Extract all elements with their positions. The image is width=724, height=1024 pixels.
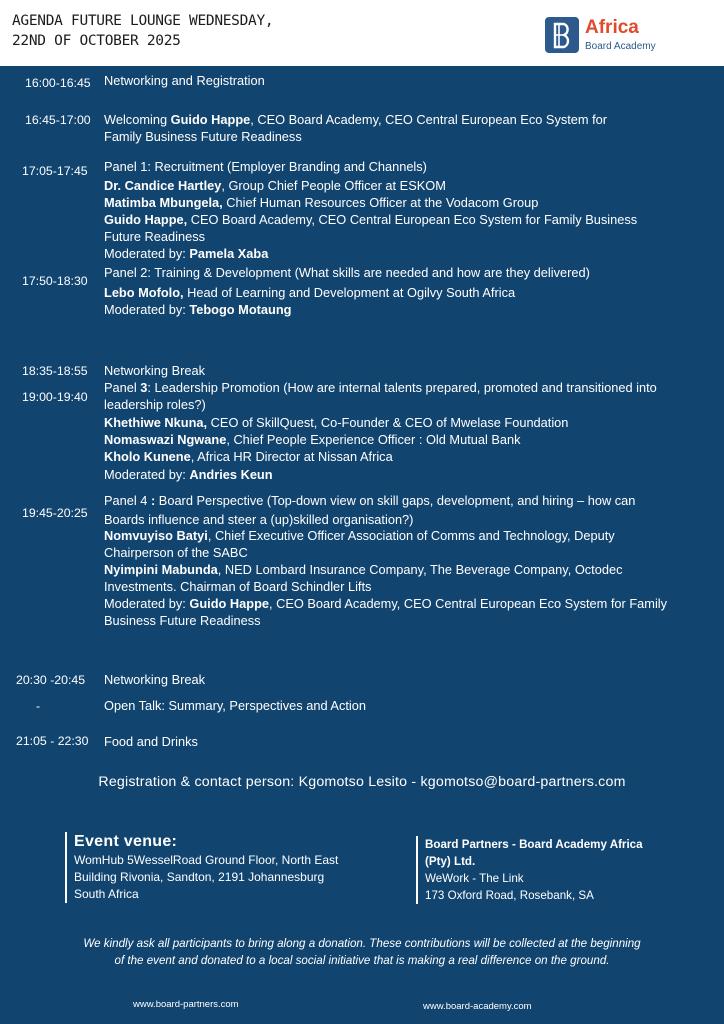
session-time: - <box>36 699 41 713</box>
partner-location: 173 Oxford Road, Rosebank, SA <box>425 889 594 902</box>
session-time: 19:45-20:25 <box>22 506 88 520</box>
moderator: Moderated by: Andries Keun <box>104 467 273 482</box>
donation-note: We kindly ask all participants to bring along a donation. These contributions will be collected at the beginning of the event and donated to a local social initiative that is making a real difference on the ground. <box>83 937 641 967</box>
session-title: Networking and Registration <box>104 73 265 88</box>
panel-title-line2: Boards influence and steer a (up)skilled organisation?) <box>104 512 414 527</box>
panelist: Matimba Mbungela, Chief Human Resources Officer at the Vodacom Group <box>104 195 539 210</box>
panel-title: Panel 4 : Board Perspective (Top-down view on skill gaps, development, and hiring – how can <box>104 493 636 508</box>
logo-text-sub: Board Academy <box>585 41 656 52</box>
partner-name: Board Partners - Board Academy Africa <box>425 838 643 851</box>
registration-contact: Registration & contact person: Kgomotso Lesito - kgomotso@board-partners.com <box>98 774 626 790</box>
venue-title: Event venue: <box>74 833 178 850</box>
panelist-line2: Future Readiness <box>104 229 206 244</box>
footer-link-board-academy[interactable]: www.board-academy.com <box>423 1001 532 1012</box>
session-title: Open Talk: Summary, Perspectives and Action <box>104 698 366 713</box>
panel-title-line2: leadership roles?) <box>104 397 206 412</box>
panelist: Guido Happe, CEO Board Academy, CEO Central European Eco System for Family Business <box>104 212 638 227</box>
panelist: Nyimpini Mabunda, NED Lombard Insurance Company, The Beverage Company, Octodec <box>104 562 623 577</box>
venue-address: WomHub 5WesselRoad Ground Floor, North East <box>74 853 339 867</box>
footer-link-board-partners[interactable]: www.board-partners.com <box>133 999 239 1010</box>
panelist: Lebo Mofolo, Head of Learning and Development at Ogilvy South Africa <box>104 285 516 300</box>
moderator: Moderated by: Tebogo Motaung <box>104 302 292 317</box>
panel-title: Panel 3: Leadership Promotion (How are internal talents prepared, promoted and transitioned into <box>104 380 657 395</box>
partner-location: WeWork - The Link <box>425 872 524 885</box>
venue-address: South Africa <box>74 887 139 901</box>
panel-title: Panel 2: Training & Development (What skills are needed and how are they delivered) <box>104 265 590 280</box>
panelist: Khethiwe Nkuna, CEO of SkillQuest, Co-Founder & CEO of Mwelase Foundation <box>104 415 569 430</box>
session-title: Networking Break <box>104 363 205 378</box>
session-time: 21:05 - 22:30 <box>16 734 89 748</box>
panelist-line2: Investments. Chairman of Board Schindler Lifts <box>104 579 372 594</box>
venue-address: Building Rivonia, Sandton, 2191 Johannesburg <box>74 870 325 884</box>
logo-text-main: Africa <box>585 17 639 38</box>
panelist: Kholo Kunene, Africa HR Director at Nissan Africa <box>104 449 393 464</box>
session-title-line2: Family Business Future Readiness <box>104 129 302 144</box>
partner-address <box>416 836 643 904</box>
session-time: 16:00-16:45 <box>25 76 91 90</box>
logo-b-icon <box>545 17 579 53</box>
event-venue <box>65 832 338 903</box>
panelist-line2: Chairperson of the SABC <box>104 545 248 560</box>
session-time: 17:05-17:45 <box>22 164 88 178</box>
page-title: AGENDA FUTURE LOUNGE WEDNESDAY, 22ND OF OCTOBER 2025 <box>12 13 274 49</box>
session-title: Welcoming Guido Happe, CEO Board Academy, CEO Central European Eco System for <box>104 112 608 127</box>
session-time: 19:00-19:40 <box>22 390 88 404</box>
panelist: Dr. Candice Hartley, Group Chief People Officer at ESKOM <box>104 178 446 193</box>
session-time: 17:50-18:30 <box>22 274 88 288</box>
session-time: 16:45-17:00 <box>25 113 91 127</box>
partner-name-line2: (Pty) Ltd. <box>425 855 476 868</box>
header <box>0 0 724 66</box>
moderator: Moderated by: Guido Happe, CEO Board Academy, CEO Central European Eco System for Family <box>104 596 668 611</box>
moderator-line2: Business Future Readiness <box>104 613 261 628</box>
board-academy-logo <box>545 17 655 57</box>
session-title: Networking Break <box>104 672 205 687</box>
session-time: 20:30 -20:45 <box>16 673 86 687</box>
panelist: Nomaswazi Ngwane, Chief People Experience Officer : Old Mutual Bank <box>104 432 521 447</box>
session-time: 18:35-18:55 <box>22 364 88 378</box>
moderator: Moderated by: Pamela Xaba <box>104 246 269 261</box>
panel-title: Panel 1: Recruitment (Employer Branding and Channels) <box>104 159 427 174</box>
panelist: Nomvuyiso Batyi, Chief Executive Officer Association of Comms and Technology, Deputy <box>104 528 615 543</box>
session-title: Food and Drinks <box>104 734 198 749</box>
